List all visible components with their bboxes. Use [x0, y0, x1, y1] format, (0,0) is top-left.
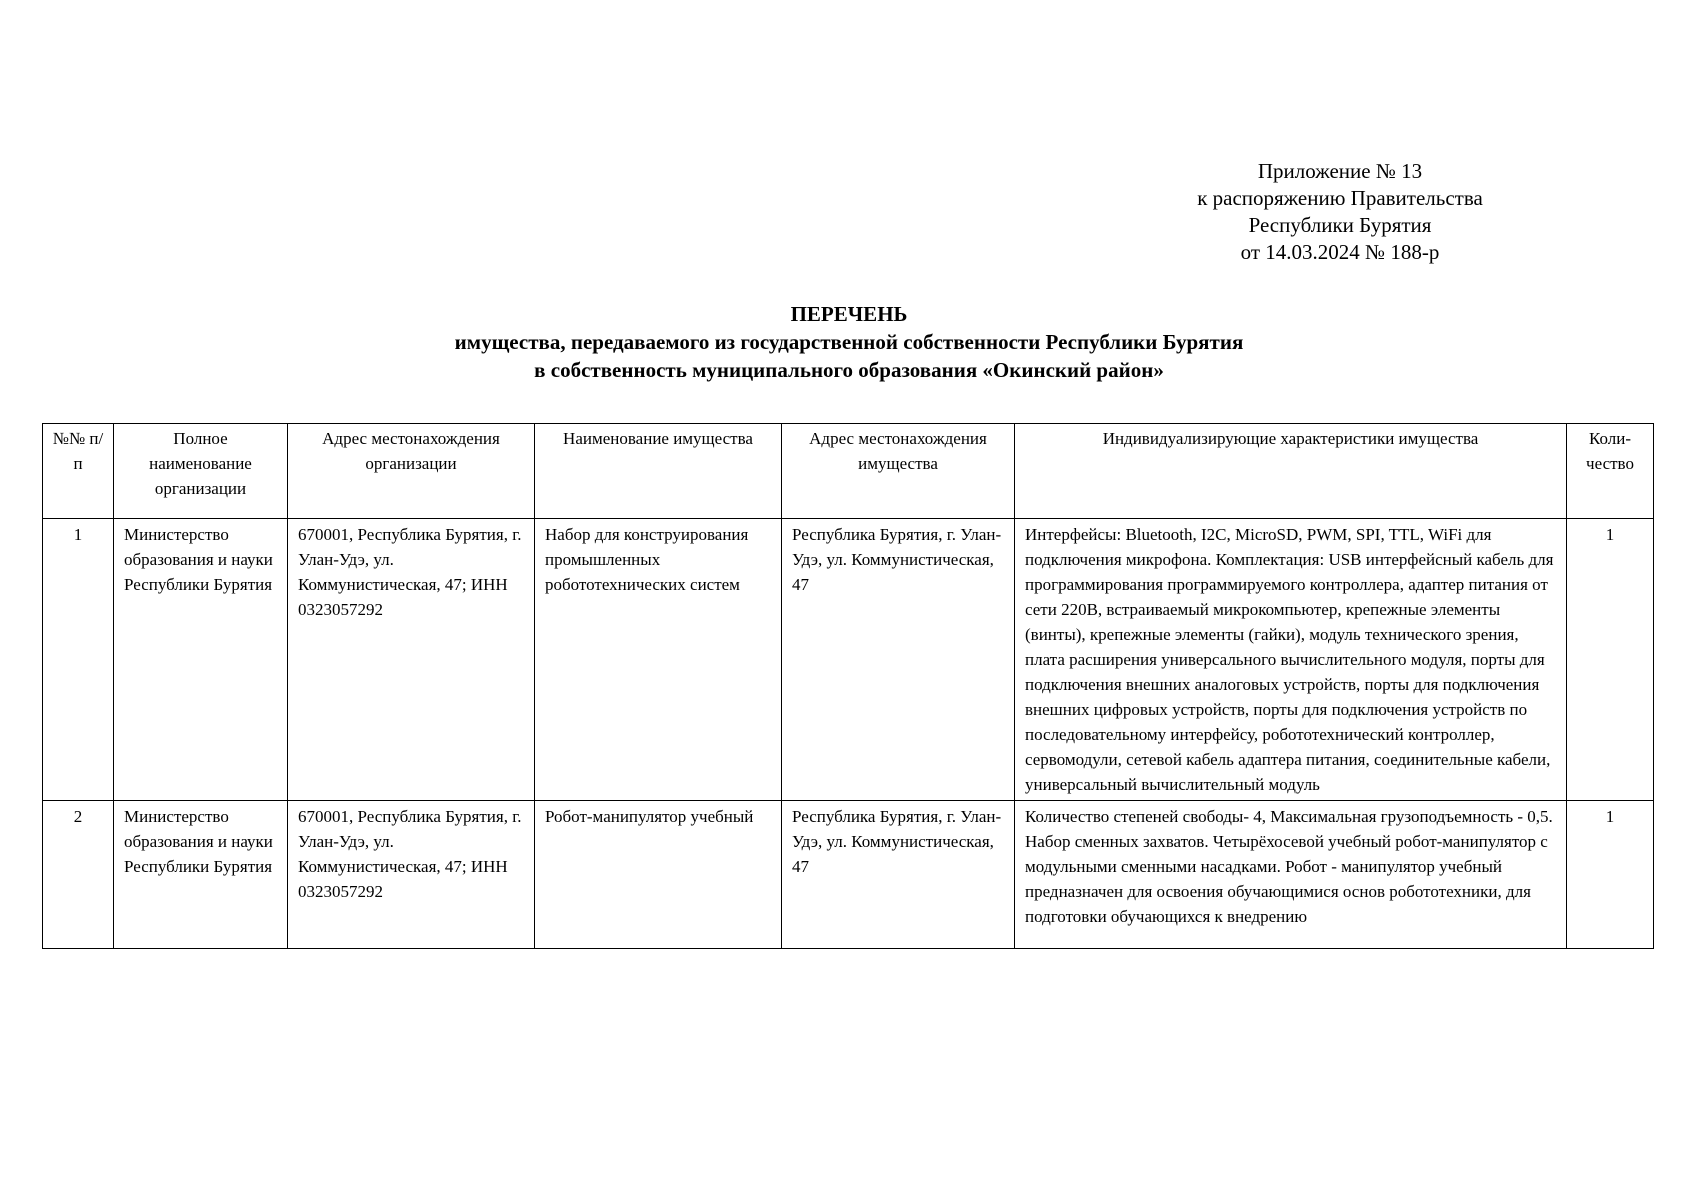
table-row: [43, 519, 1654, 801]
appendix-number: Приложение № 13: [1257, 159, 1423, 183]
cell-property-name: Набор для конструирования промышленных робототехнических систем: [535, 519, 782, 801]
header-property-address: Адрес местонахождения имущества: [782, 424, 1015, 519]
appendix-government: Республики Бурятия: [1248, 213, 1432, 237]
cell-characteristics: Количество степеней свободы- 4, Максимальная грузоподъемность - 0,5. Набор сменных захватов. Четырёхосевой учебный робот-манипулятор с модульными сменными насадками. Робот - манипулятор учебный предназначен для освоения обучающимися основ робототехники, для подготовки обучающихся к внедрению: [1025, 807, 1553, 926]
header-org-name: Полное наименование организации: [114, 424, 288, 519]
header-property-name: Наименование имущества: [535, 424, 782, 519]
table-row: [43, 801, 1654, 949]
cell-org-name: Министерство образования и науки Республики Бурятия: [114, 519, 288, 801]
cell-num: 1: [43, 519, 114, 801]
cell-property-name: Робот-манипулятор учебный: [535, 801, 782, 949]
appendix-date: от 14.03.2024 № 188-р: [1240, 240, 1440, 264]
cell-property-address: Республика Бурятия, г. Улан-Удэ, ул. Коммунистическая, 47: [782, 519, 1015, 801]
cell-org-address: 670001, Республика Бурятия, г. Улан-Удэ, ул. Коммунистическая, 47; ИНН 0323057292: [288, 801, 535, 949]
cell-characteristics-container: [1015, 801, 1567, 949]
header-characteristics: Индивидуализирующие характеристики имущества: [1015, 424, 1567, 519]
cell-org-name: Министерство образования и науки Республики Бурятия: [114, 801, 288, 949]
cell-quantity: 1: [1567, 519, 1654, 801]
cell-org-address: 670001, Республика Бурятия, г. Улан-Удэ, ул. Коммунистическая, 47; ИНН 0323057292: [288, 519, 535, 801]
document-title: [250, 300, 1448, 384]
title-heading: ПЕРЕЧЕНЬ: [790, 302, 908, 326]
header-num: №№ п/п: [43, 424, 114, 519]
cell-num: 2: [43, 801, 114, 949]
title-line-2: имущества, передаваемого из государственной собственности Республики Бурятия: [454, 330, 1244, 354]
property-table: [42, 423, 1654, 949]
cell-characteristics: Интерфейсы: Bluetooth, I2C, MicroSD, PWM, SPI, TTL, WiFi для подключения микрофона. Комплектация: USB интерфейсный кабель для программирования программируемого контроллера, адаптер питания от сети 220В, встраиваемый микрокомпьютер, крепежные элементы (винты), крепежные элементы (гайки), модуль технического зрения, плата расширения универсального вычислительного модуля, порты для подключения внешних аналоговых устройств, порты для подключения внешних цифровых устройств, порты для подключения устройств по последовательному интерфейсу, робототехнический контроллер, сервомодули, сетевой кабель адаптера питания, соединительные кабели, универсальный вычислительный модуль: [1015, 519, 1567, 801]
cell-property-address: Республика Бурятия, г. Улан-Удэ, ул. Коммунистическая, 47: [782, 801, 1015, 949]
title-line-3: в собственность муниципального образования «Окинский район»: [534, 358, 1164, 382]
header-org-address: Адрес местонахождения организации: [288, 424, 535, 519]
appendix-block: [1130, 158, 1550, 266]
appendix-reference: к распоряжению Правительства: [1197, 186, 1483, 210]
cell-quantity: 1: [1567, 801, 1654, 949]
header-quantity: Коли-чество: [1567, 424, 1654, 519]
table-header-row: [43, 424, 1654, 519]
